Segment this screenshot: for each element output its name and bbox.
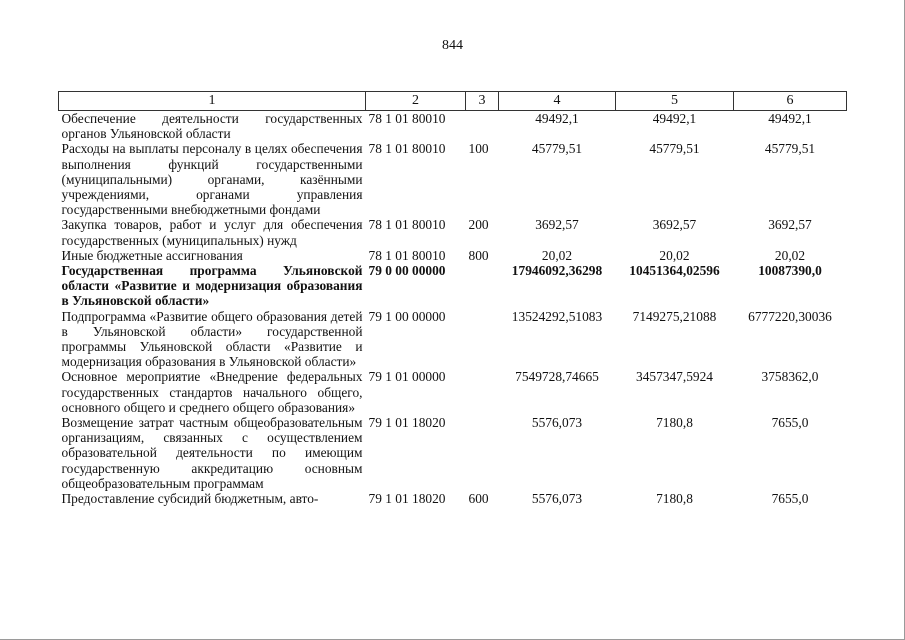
row-name: Обеспечение деятельности государственных органов Ульяновской области — [61, 111, 363, 142]
row-code: 79 1 01 18020 — [368, 491, 446, 507]
table-row-program — [59, 263, 847, 309]
row-value-4: 5576,073 — [531, 415, 583, 431]
row-value-4: 49492,1 — [535, 111, 579, 126]
row-expense-type: 100 — [468, 141, 489, 157]
row-expense-type — [466, 369, 499, 415]
table-row — [59, 491, 847, 506]
row-expense-type: 800 — [468, 247, 489, 263]
page-number: 844 — [442, 38, 463, 53]
table-row — [59, 217, 847, 247]
row-value-6: 20,02 — [774, 247, 806, 263]
row-value-5: 7149275,21088 — [632, 308, 717, 324]
row-value-4: 45779,51 — [531, 141, 583, 157]
row-value-5: 3692,57 — [652, 217, 697, 233]
row-expense-type — [466, 111, 499, 142]
row-expense-type: 600 — [468, 491, 489, 507]
row-expense-type — [466, 415, 499, 491]
row-name: Государственная программа Ульяновской области «Развитие и модернизация образования в Ульяновской области» — [61, 263, 363, 309]
row-value-5: 7180,8 — [656, 415, 693, 431]
row-expense-type — [466, 309, 499, 370]
row-code: 79 0 00 00000 — [368, 263, 446, 279]
row-value-4: 20,02 — [541, 247, 573, 263]
row-value-6: 49492,1 — [768, 111, 812, 126]
row-value-6: 3758362,0 — [761, 369, 819, 385]
column-header: 4 — [499, 92, 616, 111]
row-code: 79 1 01 18020 — [368, 415, 446, 431]
row-code: 78 1 01 80010 — [368, 111, 446, 126]
row-value-5: 7180,8 — [656, 491, 693, 507]
row-value-4: 3692,57 — [535, 217, 579, 233]
row-code: 78 1 01 80010 — [368, 217, 446, 233]
row-value-5: 3457347,5924 — [636, 369, 713, 385]
table-row — [59, 309, 847, 370]
row-value-6: 6777220,30036 — [748, 308, 832, 324]
column-header: 6 — [734, 92, 847, 111]
row-value-6: 3692,57 — [768, 217, 812, 233]
row-value-6: 10087390,0 — [758, 263, 822, 279]
row-value-4: 13524292,51083 — [511, 308, 603, 324]
row-value-4: 7549728,74665 — [515, 369, 599, 385]
table-row — [59, 111, 847, 142]
row-name: Предоставление субсидий бюджетным, авто- — [61, 491, 319, 507]
row-code: 78 1 01 80010 — [368, 141, 446, 157]
row-value-4: 17946092,36298 — [511, 263, 603, 279]
row-value-4: 5576,073 — [531, 491, 583, 507]
row-value-5: 10451364,02596 — [629, 263, 720, 279]
row-expense-type: 200 — [468, 217, 489, 233]
row-name: Возмещение затрат частным общеобразовательным организациям, связанных с осуществлением образовательной деятельности по имеющим государственную аккредитацию основным общеобразовательным программам — [61, 415, 363, 491]
row-name: Основное мероприятие «Внедрение федеральных государственных стандартов начального общего, основного общего и среднего общего образования» — [61, 369, 363, 415]
row-name: Подпрограмма «Развитие общего образования детей в Ульяновской области» государственной программы Ульяновской области «Развитие и модернизация образования в Ульяновской области» — [61, 308, 363, 370]
row-name: Иные бюджетные ассигнования — [61, 247, 243, 263]
row-value-6: 7655,0 — [771, 491, 809, 507]
row-code: 79 1 00 00000 — [368, 308, 446, 324]
row-value-5: 20,02 — [659, 247, 690, 263]
row-code: 78 1 01 80010 — [368, 247, 446, 263]
column-header: 3 — [466, 92, 499, 111]
table-row — [59, 415, 847, 491]
table-row — [59, 369, 847, 415]
table-row — [59, 248, 847, 263]
table-body — [59, 111, 847, 507]
row-expense-type — [466, 263, 499, 309]
column-header: 2 — [366, 92, 466, 111]
column-header: 5 — [616, 92, 734, 111]
table-row — [59, 141, 847, 217]
row-value-6: 45779,51 — [764, 141, 816, 157]
budget-table — [58, 91, 847, 506]
header-row — [59, 92, 847, 111]
row-value-5: 45779,51 — [649, 141, 700, 157]
row-value-5: 49492,1 — [652, 111, 697, 126]
row-value-6: 7655,0 — [771, 415, 809, 431]
row-name: Расходы на выплаты персоналу в целях обеспечения выполнения функций государственными (муниципальными) органами, казёнными учреждениями, органами управления государственными внебюджетными фондами — [61, 141, 363, 218]
row-name: Закупка товаров, работ и услуг для обеспечения государственных (муниципальных) нужд — [61, 217, 363, 248]
column-header: 1 — [59, 92, 366, 111]
row-code: 79 1 01 00000 — [368, 369, 446, 385]
